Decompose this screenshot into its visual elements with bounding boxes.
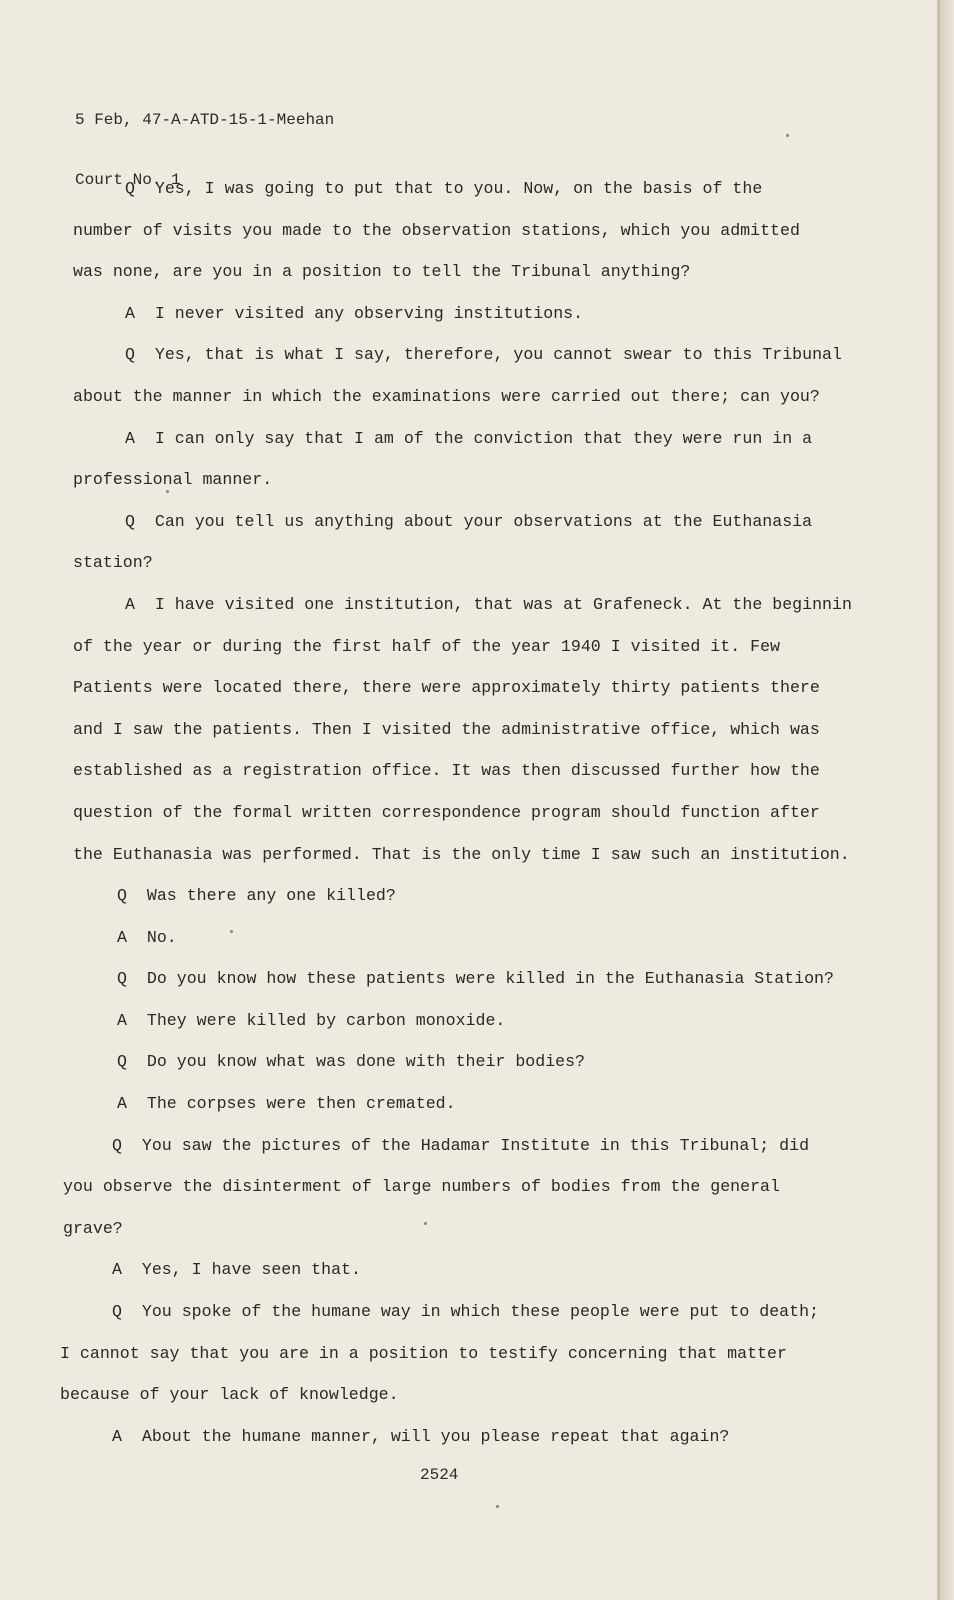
transcript-line: A Yes, I have seen that. <box>112 1260 361 1280</box>
transcript-line: station? <box>73 553 153 573</box>
transcript-body <box>60 168 930 1457</box>
transcript-line: number of visits you made to the observation stations, which you admitted <box>73 220 800 240</box>
transcript-line: question of the formal written correspondence program should function after <box>73 802 820 822</box>
header-date-reference: 5 Feb, 47-A-ATD-15-1-Meehan <box>75 111 335 129</box>
paper-speck <box>166 490 169 493</box>
transcript-line: A I can only say that I am of the conviction that they were run in a <box>125 428 813 448</box>
header-court-number: Court No. 1 <box>75 171 181 189</box>
transcript-line: Patients were located there, there were approximately thirty patients there <box>73 678 820 698</box>
transcript-line: was none, are you in a position to tell the Tribunal anything? <box>73 262 691 282</box>
transcript-line: professional manner. <box>73 470 273 490</box>
transcript-line: the Euthanasia was performed. That is the only time I saw such an institution. <box>73 844 850 864</box>
paper-speck <box>230 930 233 933</box>
transcript-line: because of your lack of knowledge. <box>60 1385 399 1405</box>
transcript-line: A About the humane manner, will you please repeat that again? <box>112 1426 730 1446</box>
transcript-line: A They were killed by carbon monoxide. <box>117 1010 506 1030</box>
transcript-line: Q Yes, I was going to put that to you. Now, on the basis of the <box>125 179 763 198</box>
page-edge <box>940 0 954 1600</box>
transcript-line: A The corpses were then cremated. <box>117 1094 456 1114</box>
transcript-line: A I have visited one institution, that was at Grafeneck. At the beginnin <box>125 594 852 614</box>
transcript-line: I cannot say that you are in a position to testify concerning that matter <box>60 1343 787 1363</box>
transcript-line: established as a registration office. It was then discussed further how the <box>73 761 820 781</box>
transcript-line: Q Yes, that is what I say, therefore, you cannot swear to this Tribunal <box>125 345 842 365</box>
transcript-line: of the year or during the first half of the year 1940 I visited it. Few <box>73 636 781 656</box>
page-number: 2524 <box>420 1466 459 1484</box>
transcript-line: grave? <box>63 1218 123 1238</box>
transcript-line: Q You saw the pictures of the Hadamar Institute in this Tribunal; did <box>112 1135 810 1155</box>
transcript-line: Q Was there any one killed? <box>117 886 396 906</box>
paper-speck <box>496 1505 499 1508</box>
paper-speck <box>786 134 789 137</box>
transcript-line: A I never visited any observing institutions. <box>125 303 584 323</box>
transcript-line: Q Do you know what was done with their bodies? <box>117 1052 586 1072</box>
transcript-line: A No. <box>117 927 177 947</box>
transcript-line: you observe the disinterment of large numbers of bodies from the general <box>63 1177 780 1197</box>
transcript-line: Q Do you know how these patients were killed in the Euthanasia Station? <box>117 969 834 989</box>
transcript-line: about the manner in which the examinations were carried out there; can you? <box>73 386 820 406</box>
transcript-line: and I saw the patients. Then I visited the administrative office, which was <box>73 719 820 739</box>
transcript-line: Q Can you tell us anything about your observations at the Euthanasia <box>125 511 813 531</box>
transcript-line: Q You spoke of the humane way in which these people were put to death; <box>112 1302 820 1322</box>
paper-speck <box>424 1222 427 1225</box>
